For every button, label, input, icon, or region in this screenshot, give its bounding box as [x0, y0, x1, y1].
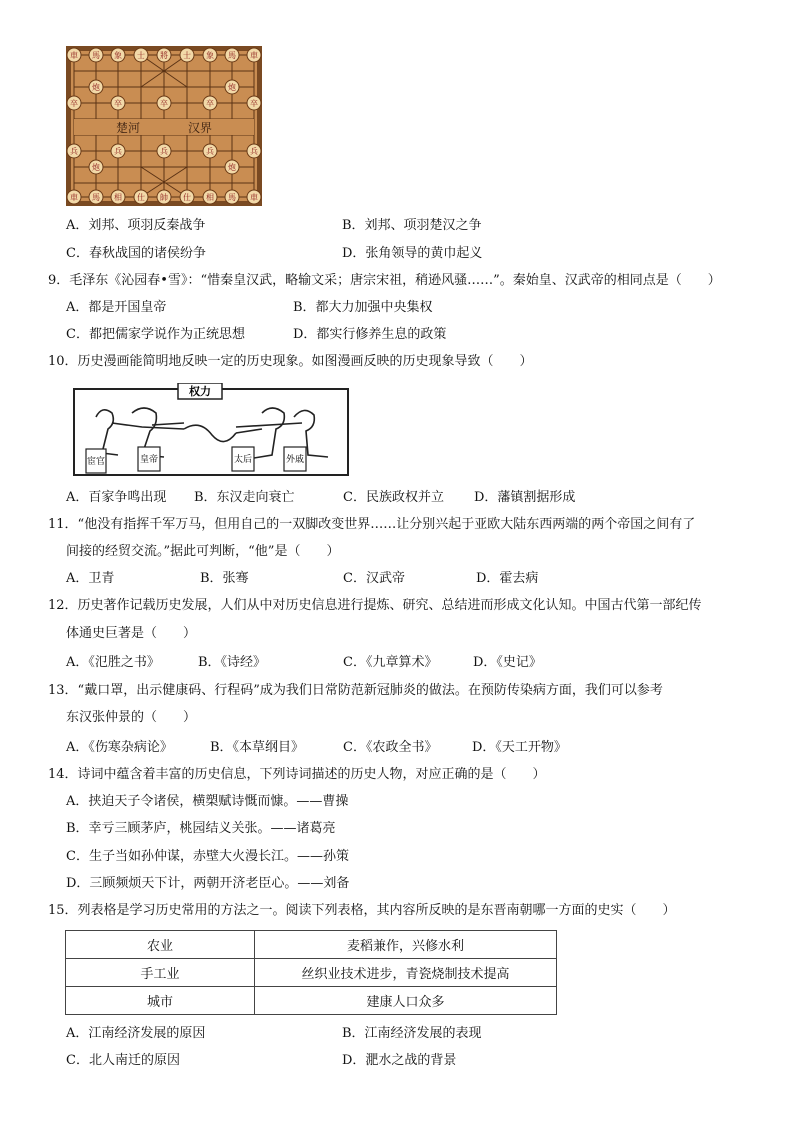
q13-stem-line1: 13．“戴口罩，出示健康码、行程码”成为我们日常防范新冠肺炎的做法。在预防传染病方面，我们可以参考 [48, 683, 663, 698]
q14-option-c[interactable]: C．生子当如孙仲谋，赤壁大火漫长江。——孙策 [66, 849, 349, 864]
chess-piece-top: 象 [206, 51, 214, 60]
q12-stem-line1: 12．历史著作记载历史发展，人们从中对历史信息进行提炼、研究、总结进而形成文化认知。中国古代第一部纪传 [48, 598, 702, 613]
q10-option-d[interactable]: D．藩镇割据形成 [474, 490, 576, 505]
chess-piece-pawn: 卒 [160, 99, 168, 108]
chess-piece-soldier: 兵 [250, 147, 258, 156]
chinese-chess-board-image [66, 46, 262, 206]
chess-piece-soldier: 兵 [70, 147, 78, 156]
q13-option-c[interactable]: C．《农政全书》 [343, 740, 438, 755]
q12-option-c[interactable]: C．《九章算术》 [343, 655, 438, 670]
q14-option-d[interactable]: D．三顾频烦天下计，两朝开济老臣心。——刘备 [66, 876, 350, 891]
chess-piece-bottom: 相 [114, 193, 122, 202]
table-cell: 城市 [66, 987, 255, 1015]
q13-option-a[interactable]: A．《伤寒杂病论》 [66, 740, 173, 755]
chess-piece-bottom: 馬 [92, 193, 100, 202]
chess-piece-bottom: 車 [70, 193, 78, 202]
power-struggle-cartoon [72, 383, 350, 477]
chess-piece-cannon: 炮 [92, 163, 100, 172]
cartoon-emperor-label: 皇帝 [139, 455, 159, 465]
q11-option-b[interactable]: B．张骞 [200, 571, 249, 586]
chess-piece-top: 士 [137, 51, 145, 60]
table-cell: 农业 [66, 931, 255, 959]
q9-option-d[interactable]: D．都实行修养生息的政策 [293, 327, 447, 342]
q11-stem-line1: 11．“他没有指挥千军万马，但用自己的一双脚改变世界……让分别兴起于亚欧大陆东西两端的两个帝国之间有了 [48, 517, 696, 532]
q11-stem-line2: 间接的经贸交流。”据此可判断，“他”是（ ） [66, 544, 340, 559]
table-row [66, 931, 557, 959]
chess-piece-pawn: 卒 [250, 99, 258, 108]
q11-option-c[interactable]: C．汉武帝 [343, 571, 405, 586]
cartoon-eunuch-label: 宦官 [86, 457, 106, 467]
q13-stem-line2: 东汉张仲景的（ ） [66, 710, 197, 725]
q9-stem: 9．毛泽东《沁园春•雪》：“惜秦皇汉武，略输文采；唐宗宋祖，稍逊风骚……”。秦始皇、汉武帝的相同点是（ ） [48, 273, 721, 288]
q10-option-c[interactable]: C．民族政权并立 [343, 490, 444, 505]
q9-option-b[interactable]: B．都大力加强中央集权 [293, 300, 433, 315]
chess-piece-soldier: 兵 [160, 147, 168, 156]
q15-option-d[interactable]: D．淝水之战的背景 [342, 1053, 457, 1068]
river-right-text: 汉界 [188, 121, 213, 135]
q15-stem: 15．列表格是学习历史常用的方法之一。阅读下列表格，其内容所反映的是东晋南朝哪一方面的史实（ ） [48, 903, 676, 918]
q8-option-d[interactable]: D．张角领导的黄巾起义 [342, 246, 483, 261]
chess-piece-top: 象 [114, 51, 122, 60]
table-row [66, 987, 557, 1015]
q9-option-c[interactable]: C．都把儒家学说作为正统思想 [66, 327, 245, 342]
q15-option-b[interactable]: B．江南经济发展的表现 [342, 1026, 482, 1041]
chess-piece-cannon: 炮 [92, 83, 100, 92]
chess-piece-bottom: 車 [250, 193, 258, 202]
q15-option-a[interactable]: A．江南经济发展的原因 [66, 1026, 206, 1041]
chess-piece-pawn: 卒 [114, 99, 122, 108]
chess-piece-top: 將 [160, 51, 168, 60]
q13-option-b[interactable]: B．《本草纲目》 [210, 740, 305, 755]
q14-option-a[interactable]: A．挟迫天子令诸侯，横槊赋诗慨而慷。——曹操 [66, 794, 349, 809]
q10-stem: 10．历史漫画能简明地反映一定的历史现象。如图漫画反映的历史现象导致（ ） [48, 354, 533, 369]
chess-piece-soldier: 兵 [206, 147, 214, 156]
q15-option-c[interactable]: C．北人南迁的原因 [66, 1053, 180, 1068]
table-cell: 建康人口众多 [255, 987, 557, 1015]
q11-option-d[interactable]: D．霍去病 [476, 571, 539, 586]
q14-stem: 14．诗词中蕴含着丰富的历史信息，下列诗词描述的历史人物，对应正确的是（ ） [48, 767, 546, 782]
q9-option-a[interactable]: A．都是开国皇帝 [66, 300, 167, 315]
q12-option-a[interactable]: A．《氾胜之书》 [66, 655, 160, 670]
q13-option-d[interactable]: D．《天工开物》 [472, 740, 567, 755]
river-left-text: 楚河 [116, 121, 141, 135]
chess-piece-soldier: 兵 [114, 147, 122, 156]
q8-option-c[interactable]: C．春秋战国的诸侯纷争 [66, 246, 206, 261]
q10-option-b[interactable]: B．东汉走向衰亡 [194, 490, 295, 505]
q14-option-b[interactable]: B．幸亏三顾茅庐，桃园结义关张。——诸葛亮 [66, 821, 336, 836]
chess-piece-bottom: 仕 [183, 193, 191, 202]
q12-option-d[interactable]: D．《史记》 [473, 655, 542, 670]
q15-table [65, 930, 557, 1015]
chess-piece-pawn: 卒 [206, 99, 214, 108]
chess-piece-pawn: 卒 [70, 99, 78, 108]
chess-piece-bottom: 帥 [160, 193, 168, 202]
q11-option-a[interactable]: A．卫青 [66, 571, 115, 586]
q8-option-b[interactable]: B．刘邦、项羽楚汉之争 [342, 218, 482, 233]
q12-stem-line2: 体通史巨著是（ ） [66, 626, 197, 641]
chess-piece-top: 車 [250, 51, 258, 60]
q10-option-a[interactable]: A．百家争鸣出现 [66, 490, 167, 505]
cartoon-power-label: 权力 [189, 385, 211, 398]
cartoon-consort-clan-label: 外戚 [285, 455, 305, 465]
chess-piece-bottom: 相 [206, 193, 214, 202]
chess-piece-cannon: 炮 [228, 83, 236, 92]
q12-option-b[interactable]: B．《诗经》 [198, 655, 267, 670]
cartoon-empress-dowager-label: 太后 [233, 455, 253, 465]
chess-piece-top: 馬 [228, 51, 236, 60]
chess-piece-cannon: 炮 [228, 163, 236, 172]
chess-piece-top: 士 [183, 51, 191, 60]
q8-option-a[interactable]: A．刘邦、项羽反秦战争 [66, 218, 206, 233]
table-cell: 麦稻兼作，兴修水利 [255, 931, 557, 959]
chess-piece-top: 車 [70, 51, 78, 60]
table-row [66, 959, 557, 987]
chess-piece-top: 馬 [92, 51, 100, 60]
chess-piece-bottom: 仕 [137, 193, 145, 202]
table-cell: 丝织业技术进步，青瓷烧制技术提高 [255, 959, 557, 987]
table-cell: 手工业 [66, 959, 255, 987]
chess-piece-bottom: 馬 [228, 193, 236, 202]
